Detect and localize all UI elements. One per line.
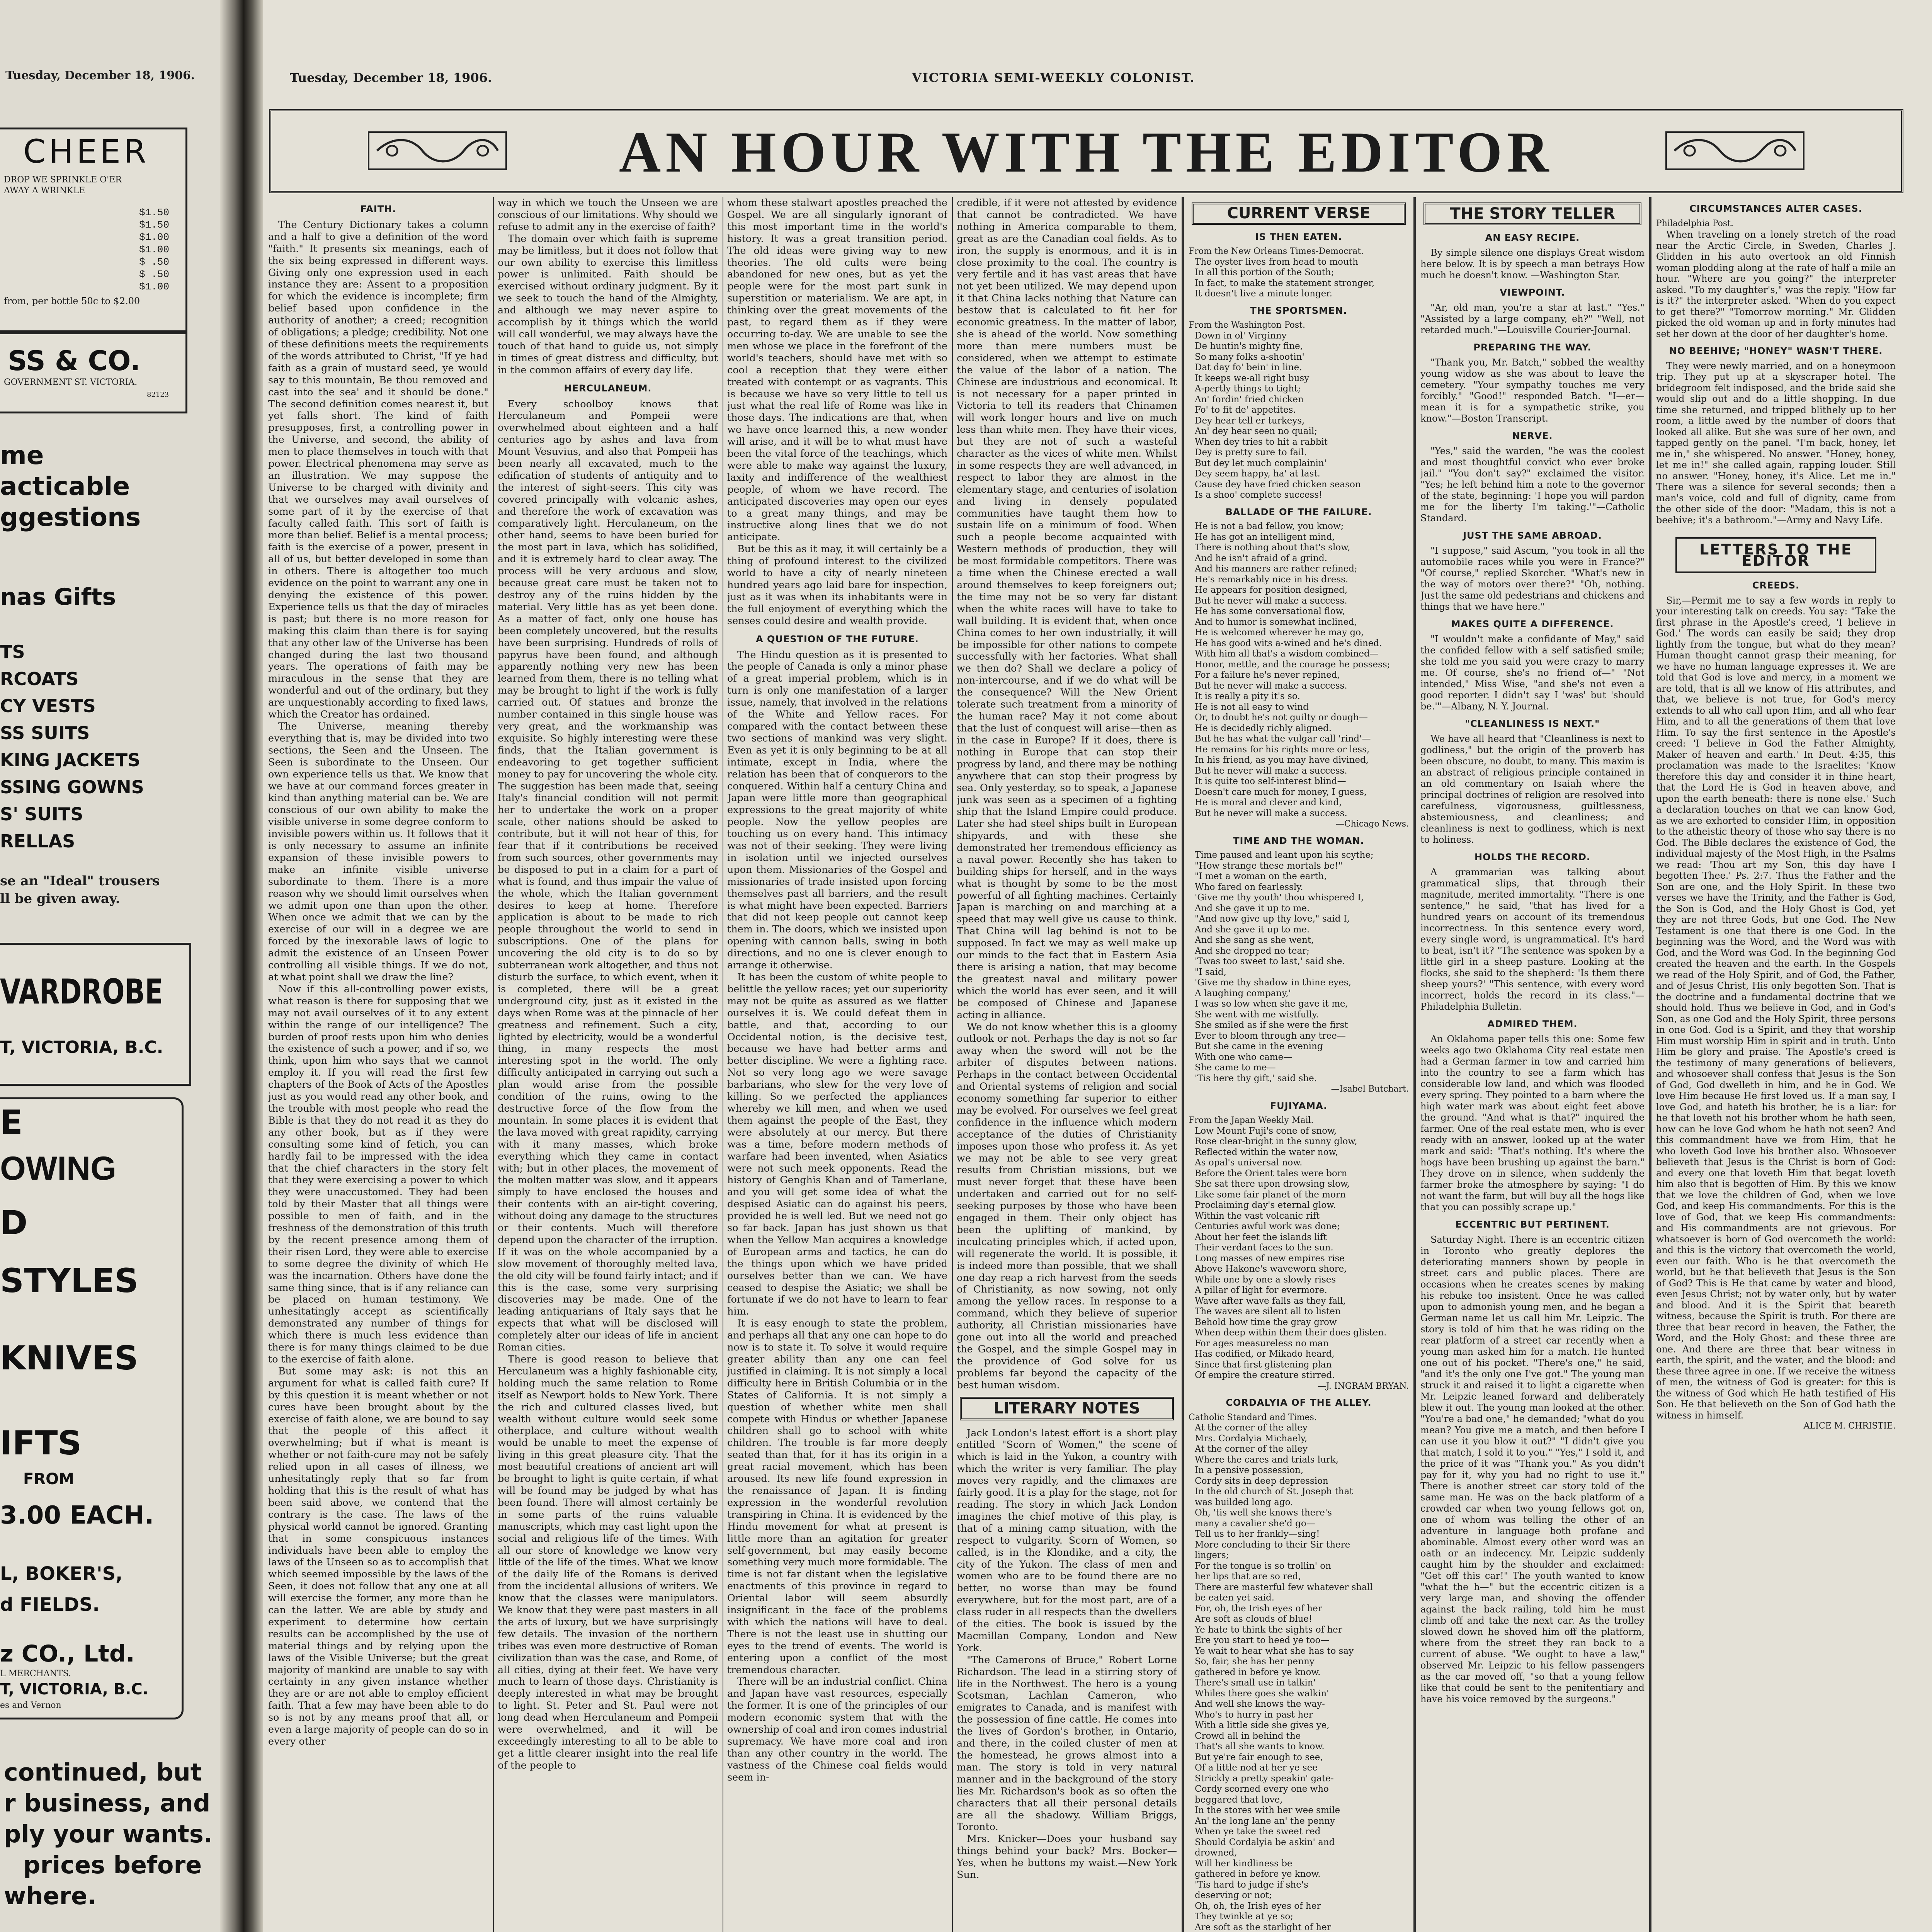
verse-body [1189, 331, 1409, 501]
folio-date: Tuesday, December 18, 1906. [290, 70, 492, 85]
gifts-ad [0, 417, 185, 966]
verse-line: 'Tis hard to judge if she's [1195, 1879, 1308, 1890]
question-future-paragraph: There will be an industrial conflict. China and Japan have vast resources, especially the former. It is one of the principles of our modern economic system that with the ownership of coal and iron comes industrial supremacy. We have more coal and iron than any other country in the world. The vastness of the Chinese coal fields would seem in- [727, 1676, 947, 1783]
masthead [269, 109, 1903, 193]
verse-line: Low Mount Fuji's cone of snow, [1195, 1126, 1337, 1136]
faith-paragraph: The Universe, meaning thereby everything that is, may be divided into two sections, the Seen and the Unseen. The Seen is subordinate to the Unseen. Our own experience tells us that. We know that we have at our command forces greater in kind than anything material can be. We are conscious of our own ability to make the visible universe in some degree conform to invisible powers within us. It follows that it is only necessary to assume an infinite expansion of these invisible powers to make an infinite visible universe subordinate to them. There is a more reason why we should limit ourselves when we admit upon one than upon the other. When once we admit that we can by the exercise of our will in a degree we are forced by the inexorable laws of logic to admit the existence of an Unseen Power controlling all visible things. If we do not, at what point shall we draw the line? [268, 720, 488, 983]
verse-line: But he has what the vulgar call 'rind'— [1195, 734, 1371, 744]
verse-line: Is a shoo' complete success! [1195, 490, 1323, 500]
story-text: By simple silence one displays Great wisdom here below. It is by speech a man betrays How much he doesn't know. —Washington Star. [1420, 247, 1645, 281]
verse-line: There's small use in talkin' [1195, 1678, 1316, 1688]
verse-line: So, fair, she has her penny [1195, 1656, 1315, 1667]
story-title: MAKES QUITE A DIFFERENCE. [1451, 619, 1614, 629]
cont-line-1: continued, but [4, 1758, 202, 1786]
verse-line: And she gave it up to me. [1195, 903, 1310, 913]
knives-line-2: OWING [0, 1150, 116, 1187]
masthead-title: AN HOUR WITH THE EDITOR [619, 120, 1554, 184]
gifts-line-3: ggestions [0, 502, 141, 532]
verse-line: Above Hakone's waveworn shore, [1195, 1264, 1347, 1274]
wardrobe-name: VARDROBE [0, 972, 163, 1012]
cheer-ad [0, 128, 187, 332]
story-text: An Oklahoma paper tells this one: Some few weeks ago two Oklahoma City real estate men had a German farmer in tow and carried him into the country to see a farm which has considerable low land, and which was flooded every spring. They pointed to a barn where the high water mark was about eight feet above the ground. "And what is that?" inquired the farmer. One of the real estate men, who is ever ready with an answer, looked up at the water mark and said: "That's nothing. It's where the hogs have been brushing up against the barn." They drove on in silence, when suddenly the farmer broke the atmosphere by saying: "I do not want the farm, but will buy all the hogs like that you can possibly scrape up." [1420, 1034, 1645, 1213]
verse-title: BALLADE OF THE FAILURE. [1225, 506, 1372, 517]
column-story-teller [1420, 197, 1645, 1932]
verse-line: many a cavalier she'd go— [1195, 1518, 1315, 1529]
verse-body [1189, 1423, 1409, 1932]
verse-line: An' fordin' fried chicken [1195, 394, 1304, 405]
cheer-price-7: $1.00 [139, 281, 170, 293]
verse-line: Or, to doubt he's not guilty or dough— [1195, 713, 1368, 723]
verse-line: An' the long lane an' the penny [1195, 1816, 1335, 1826]
verse-title: IS THEN EATEN. [1255, 231, 1342, 242]
verse-line: Like some fair planet of the morn [1195, 1189, 1346, 1200]
co2-sub: L MERCHANTS. [0, 1669, 71, 1679]
verse-line: Dat day fo' bein' in line. [1195, 362, 1302, 372]
verse-line: Dey hear tell er turkeys, [1195, 415, 1305, 426]
verse-line: Wave after wave falls as they fall, [1195, 1296, 1346, 1306]
verse-line: He has some conversational flow, [1195, 606, 1345, 616]
story-title: AN EASY RECIPE. [1485, 232, 1580, 243]
verse-line: A pillar of light for evermore. [1195, 1285, 1327, 1295]
left-page-date: Tuesday, December 18, 1906. [5, 69, 195, 82]
question-future-heading: A QUESTION OF THE FUTURE. [756, 633, 919, 645]
verse-line: And his manners are rather refined; [1195, 564, 1357, 574]
verse-line: Ye hate to think the sights of her [1195, 1624, 1342, 1635]
cheer-price-1: $1.50 [139, 207, 170, 218]
creeds-letter: Sir,—Permit me to say a few words in reply to your interesting talk on creeds. You say: "Take the first phrase in the Apostle's creed, 'I believe in God.' The words can easily be said; they drop lightly from the tongue, but what do they mean? Human thought cannot grasp their meaning, for we have no human language expresses it. We are told that God is love and mercy, in a moment we are told, that is all we know of His attributes, and that, we believe is not true, for God's mercy extends to all who call upon Him, and all who fear Him, and to all the generations of them that love Him. To say the first sentence in the Apostle's creed: 'I believe in God the Father Almighty, Maker of heaven and earth.' In Deut. 4:35, this proclamation was made to the Israelites: 'Know therefore this day and consider it in thine heart, that the Lord He is God in heaven above, and upon the earth beneath: there is none else.' Such a declaration touches on that we can know God, as we are exhorted to consider Him, in opposition to the atheistic theory of those who say there is no God. The Bible declares the existence of God, the individual majesty of the Most High, in the Psalms we read: 'Thou art my Son, this day have I begotten Thee.' Ps. 2:7. Thus the Father and the Son are one, and the Holy Spirit. In these two verses we have the Trinity, and the Father is God, the Son is God, and the Holy Ghost is God, yet they are not three Gods, but one God. The New Testament is one that there is one God. In the beginning was the Word, and the Word was with God, and the Word was God. In the beginning God created the heaven and the earth. In the Gospels we read of the Holy Spirit, and of God, the Father, and of Jesus Christ, His only begotten Son. That is the doctrine and a fundamental doctrine that we should hold. Thus we believe in God, and in God's Son, as one God and the Holy Spirit, three persons in one God. God is a Spirit, and they that worship Him must worship Him in spirit and in truth. Unto Him be glory and praise. The Apostle's creed is the testimony of many generations of believers, and whosoever shall confess that Jesus is the Son of God, God dwelleth in him, and he in God. We love Him because He first loved us. If a man say, I love God, and hateth his brother, he is a liar: for he that loveth not his brother whom he hath seen, how can he love God whom he hath not seen? And this commandment have we from Him, that he who loveth God love his brother also. Whosoever believeth that Jesus is the Christ is born of God: and every one that loveth Him that begat loveth him also that is begotten of Him. By this we know that we love the children of God, when we love God, and keep His commandments. For this is the love of God, that we keep His commandments: and His commandments are not grievous. For whatsoever is born of God overcometh the world: and this is the victory that overcometh the world, even our faith. Who is he that overcometh the world, but he that believeth that Jesus is the Son of God? This is He that came by water and blood, even Jesus Christ; not by water only, but by water and blood. And it is the Spirit that beareth witness, because the Spirit is truth. For there are three that bear record in heaven, the Father, the Word, and the Holy Ghost: and these three are one. And there are three that bear witness in earth, the spirit, and the water, and the blood: and these three agree in one. If we receive the witness of men, the witness of God is greater: for this is the witness of God which He hath testified of His Son. He that believeth on the Son of God hath the witness in himself. [1656, 595, 1896, 1421]
verse-line: Crowd all in behind the [1195, 1731, 1301, 1741]
verse-line: Ever to bloom through any tree— [1195, 1031, 1346, 1041]
verse-line: Reflected within the water now, [1195, 1147, 1338, 1157]
verse-line: Centuries awful work was done; [1195, 1221, 1340, 1231]
column-herculaneum [498, 197, 718, 1932]
verse-line: In the old church of St. Joseph that [1195, 1486, 1353, 1497]
verse-line: Ye wait to hear what she has to say [1195, 1646, 1354, 1656]
story-title: ADMIRED THEM. [1487, 1019, 1578, 1029]
verse-line: The waves are silent all to listen [1195, 1306, 1341, 1316]
verse-line: And she dropped no tear; [1195, 946, 1310, 956]
column-rule [952, 197, 953, 1932]
verse-line: He is decidedly richly aligned. [1195, 723, 1332, 733]
verse-line: With a little side she gives ye, [1195, 1720, 1330, 1730]
verse-line: Fo' to fit de' appetites. [1195, 405, 1296, 415]
verse-line: "How strange these mortals be!" [1195, 861, 1343, 871]
beehive-text: They were newly married, and on a honeymoon trip. They put up at a skyscraper hotel. The bridegroom felt indisposed, and the bride said she would slip out and do a little shopping. In due time she returned, and tripped blithely up to her room, a little awed by the number of doors that looked all alike. But she was sure of her own, and tapped gently on the panel. "I'm back, honey, let me in," she whispered. No answer. "Honey, honey, let me in!" she called again, rapping louder. Still no answer. "Honey, honey, it's Alice. Let me in." There was a silence for several seconds; then a man's voice, cold and full of dignity, came from the other side of the door: "Madam, this is not a beehive; it's a bathroom."—Army and Navy Life. [1656, 360, 1896, 526]
current-verse-heading: CURRENT VERSE [1192, 202, 1406, 225]
literary-note: Mrs. Knicker—Does your husband say things behind your back? Mrs. Bocker—Yes, when he buttons my waist.—New York Sun. [957, 1833, 1177, 1881]
verse-line: Are soft as clouds of blue! [1195, 1614, 1313, 1624]
verse-line: It is quite too self-interest blind— [1195, 776, 1346, 786]
verse-line: A-pertly things to tight; [1195, 384, 1301, 394]
verse-title: CORDALYIA OF THE ALLEY. [1226, 1397, 1372, 1408]
verse-line: Proclaiming day's eternal glow. [1195, 1200, 1336, 1210]
verse-line: In his friend, as you may have divined, [1195, 755, 1369, 765]
verse-line: gathered in before ye know. [1195, 1667, 1321, 1677]
verse-signature: —Chicago News. [1335, 819, 1409, 829]
gifts-heading: nas Gifts [0, 583, 116, 611]
gifts-item-3: CY VESTS [0, 696, 96, 716]
verse-line: He is welcomed wherever he may go, [1195, 628, 1364, 638]
verse-title: FUJIYAMA. [1270, 1100, 1328, 1111]
verse-line: But he never will make a success. [1195, 765, 1347, 776]
verse-line: He appears for position designed, [1195, 585, 1348, 595]
verse-line: Will her kindliness be [1195, 1858, 1293, 1869]
verse-line: But he never will make a success. [1195, 808, 1347, 818]
verse-line: Who's to hurry in past her [1195, 1709, 1313, 1720]
verse-line: And to humor is somewhat inclined, [1195, 617, 1357, 627]
verse-line: She came to me— [1195, 1063, 1276, 1073]
cheer-ad-sub2: AWAY A WRINKLE [4, 186, 85, 196]
story-text: "Thank you, Mr. Batch," sobbed the wealthy young widow as she was about to leave the cemetery. "Your sympathy touches me very forcibly." "Good!" responded Batch. "I—er—mean it is for a sympathetic strike, you know."—Boston Transcript. [1420, 357, 1645, 424]
knives-line-6: IFTS [0, 1424, 82, 1463]
story-title: PREPARING THE WAY. [1473, 342, 1592, 353]
verse-line: In the stores with her wee smile [1195, 1805, 1340, 1815]
verse-line: But he never will make a success. [1195, 680, 1347, 691]
verse-line: And she gave it up to me. [1195, 924, 1310, 935]
verse-line: While one by one a slowly rises [1195, 1274, 1336, 1285]
verse-line: Cordy sits in deep depression [1195, 1476, 1328, 1486]
verse-line: A laughing company,' [1195, 988, 1291, 998]
cheer-ad-title: CHEER [23, 133, 150, 170]
verse-line: I was so low when she gave it me, [1195, 999, 1348, 1009]
verse-line: Of empire the creature stirred. [1195, 1370, 1335, 1380]
verse-line: When dey tries to hit a rabbit [1195, 437, 1328, 447]
verse-line: She went with me wistfully. [1195, 1009, 1319, 1020]
verse-line: 'Tis here thy gift,' said she. [1195, 1073, 1317, 1083]
verse-line: Oh, oh, the Irish eyes of her [1195, 1901, 1321, 1911]
question-future-paragraph: It is easy enough to state the problem, and perhaps all that any one can hope to do now is to state it. To solve it would require greater ability than any one can feel justified in claiming. It is not simply a local difficulty here in British Columbia or in the States of California. It is not simply a question of whether white men shall compete with Hindus or whether Japanese children shall go to school with white children. The trouble is far more deeply seated than that, for it has its origin in a great racial movement, which has been aroused. Its new life found expression in the renaissance of Japan. It is finding expression in the wonderful revolution transpiring in China. It is evidenced by the Hindu movement for what at present is little more than an agitation for greater self-government, but may easily become something very much more formidable. The time is not far distant when the legislative enactments of this province in regard to Oriental labor will seem absurdly insignificant in the face of the problems with which the nations will have to deal. There is not the least use in shutting our eyes to the trend of events. The world is entering upon a conflict of the most tremendous character. [727, 1318, 947, 1676]
column-rule-heavy [1182, 197, 1184, 1932]
verse-line: He remains for his rights more or less, [1195, 744, 1370, 755]
verse-line: deserving or not; [1195, 1890, 1272, 1900]
verse-line: Has codified, or Mikado heard, [1195, 1349, 1335, 1359]
left-facing-page [0, 0, 220, 1932]
cont-line-4: prices before [23, 1851, 202, 1879]
verse-body [1189, 1126, 1409, 1381]
story-text: "Yes," said the warden, "he was the coolest and most thoughtful convict who ever broke jail." "You don't say?" exclaimed the visitor. "Yes; he left behind him a note to the governor of the state, beginning: 'I hope you will pardon me for the liberty I'm taking.'"—Catholic Standard. [1420, 446, 1645, 524]
question-future-paragraph: It has been the custom of white people to belittle the yellow races; yet our superiority may not be quite as assured as we flatter ourselves it is. We could defeat them in battle, and that, according to our Occidental notion, is the decisive test, because we have had better arms and better discipline. We were a fighting race. Not so very long ago we were savage barbarians, who slew for the very love of killing. So we perfected the appliances whereby we kill men, and when we used them against the people of the East, they were absolutely at our mercy. But there was a time, before modern methods of warfare had been invented, when Asiatics were not such meek opponents. Read the history of Genghis Khan and of Tamerlane, and you will get some idea of what the despised Asiatic can do against his peers, provided he is well led. But we need not go so far back. Japan has just shown us that when the Yellow Man acquires a knowledge of European arms and tactics, he can do the things upon which we have prided ourselves better than we can. We have ceased to despise the Asiatic; we shall be fortunate if we do not have to learn to fear him. [727, 971, 947, 1318]
verse-line: He's remarkably nice in his dress. [1195, 574, 1349, 585]
knives-line-9: L, BOKER'S, [0, 1563, 123, 1585]
story-teller-heading: THE STORY TELLER [1423, 202, 1641, 225]
story-text: "Ar, old man, you're a star at last." "Yes." "Assisted by a large company, eh?" "Well, not retarded much."—Louisville Courier-Journal. [1420, 302, 1645, 335]
literary-notes-heading: LITERARY NOTES [960, 1397, 1174, 1420]
story-text: We have all heard that "Cleanliness is next to godliness," but the origin of the proverb has been obscure, no doubt, to many. This maxim is an abstract of religious principle contained in an old commentary on Isaiah where the principal doctrines of religion are resolved into carefulness, vigorousness, guiltlessness, abstemiousness, and cleanliness; and cleanliness is next to godliness, which is next to holiness. [1420, 733, 1645, 845]
verse-body [1189, 850, 1409, 1084]
column-rule-heavy [1413, 197, 1416, 1932]
verse-line: was builded long ago. [1195, 1497, 1293, 1507]
column-letters [1656, 197, 1896, 1932]
verse-line: And she sang as she went, [1195, 935, 1314, 945]
wardrobe-city: T, VICTORIA, B.C. [0, 1037, 163, 1057]
herculaneum-paragraph: Every schoolboy knows that Herculaneum and Pompeii were overwhelmed about eighteen and a half centuries ago by ashes and lava from Mount Vesuvius, and also that Pompeii has been nearly all excavated, much to the edification of students of antiquity and to the interest of sight-seers. This city was covered principally with volcanic ashes, and therefore the work of excavation was comparatively light. Herculaneum, on the other hand, seems to have been buried for the most part in lava, which has solidified, and it is extremely hard to clear away. The process will be very arduous and slow, because great care must be taken not to destroy any of the ruins hidden by the material. Very little has as yet been done. As a matter of fact, only one house has been completely uncovered, but the results have been surprising. Hundreds of rolls of papyrus have been found, and although apparently nothing very new has been learned from them, there is no telling what may be brought to light if the work is fully carried out. Of statues and bronze the number contained in this single house was very great, and the workmanship was exquisite. So highly interesting were these finds, that the Italian government is endeavoring to get together sufficient money to pay for uncovering the whole city. The suggestion has been made that, seeing Italy's financial condition will not permit her to undertake the work on a proper scale, other nations should be asked to contribute, but it will not hear of this, for fear that if it contributions be received from such sources, other governments may be disposed to put in a claim for a part of what is found, and thus impair the value of the whole, which the Italian government desires to keep at home. Therefore application is about to be made to rich people throughout the world to send in subscriptions. One of the plans for uncovering the old city is to do so by subterranean work altogether, and thus not disturb the surface, to which event, when it is completed, there will be a great underground city, just as it existed in the days when Rome was at the pinnacle of her greatness and refinement. Such a city, lighted by electricity, would be a wonderful thing, in many respects the most interesting spot in the world. The only difficulty anticipated in carrying out such a plan would arise from the possible condition of the ruins, owing to the destructive force of the flow from the mountain. In some places it is evident that the lava moved with great rapidity, carrying with it many masses, which broke everything which they came in contact with; but in other places, the movement of the molten matter was slow, and it appears simply to have enclosed the houses and their contents with an air-tight covering, without doing any damage to the structures or their contents. Much will therefore depend upon the character of the irruption. If it was on the whole accompanied by a slow movement of thoroughly melted lava, the old city will be found fairly intact; and if this is the case, some very surprising discoveries may be made. One of the leading antiquarians of Italy says that he expects that what will be disclosed will completely alter our ideas of life in ancient Roman cities. [498, 398, 718, 1354]
creeds-heading: CREEDS. [1752, 580, 1800, 591]
letters-to-editor-heading: LETTERS TO THE EDITOR [1675, 537, 1876, 573]
verse-line: beggared that love, [1195, 1794, 1283, 1805]
verse-line: At the corner of the alley [1195, 1423, 1308, 1433]
verse-line: About her feet the islands lift [1195, 1232, 1327, 1242]
co2-loc: es and Vernon [0, 1701, 61, 1710]
column-rule-heavy [1649, 197, 1651, 1932]
verse-line: Long masses of new empires rise [1195, 1253, 1345, 1264]
co-code: 82123 [147, 391, 169, 399]
verse-source: From the New Orleans Times-Democrat. [1189, 247, 1364, 256]
gifts-item-5: KING JACKETS [0, 750, 141, 770]
trousers-line-2: ll be given away. [0, 891, 120, 906]
verse-line: But dey let much complainin' [1195, 458, 1327, 468]
gifts-item-8: RELLAS [0, 831, 75, 852]
co2-city: T, VICTORIA, B.C. [0, 1680, 148, 1698]
verse-line: her lips that are so red, [1195, 1571, 1301, 1582]
verse-signature: —Isabel Butchart. [1331, 1084, 1409, 1094]
cheer-price-5: $ .50 [139, 256, 170, 268]
verse-line: He is not all easy to wind [1195, 702, 1309, 712]
verse-body [1189, 257, 1409, 299]
verse-line: Before the Orient tales were born [1195, 1168, 1347, 1179]
verse-line: As opal's universal now. [1195, 1158, 1303, 1168]
column-question-continued [957, 197, 1177, 1932]
verse-line: Since that first glistening plan [1195, 1359, 1332, 1370]
verse-line: He has got an intelligent mind, [1195, 532, 1335, 542]
column-rule [493, 197, 494, 1932]
folio-title: VICTORIA SEMI-WEEKLY COLONIST. [912, 70, 1195, 85]
verse-line: Oh, 'tis well she knows there's [1195, 1508, 1332, 1518]
verse-line: With one who came— [1195, 1052, 1293, 1062]
faith-continued: way in which we touch the Unseen we are conscious of our limitations. Why should we refuse to admit any in the exercise of faith? [498, 197, 718, 233]
verse-line: There are masterful few whatever shall [1195, 1582, 1373, 1592]
cheer-per-bottle: from, per bottle 50c to $2.00 [4, 296, 140, 306]
story-title: JUST THE SAME ABROAD. [1463, 530, 1602, 541]
verse-line: There is nothing about that's slow, [1195, 543, 1350, 553]
story-title: HOLDS THE RECORD. [1475, 852, 1590, 862]
herculaneum-heading: HERCULANEUM. [564, 383, 652, 394]
circumstances-text: When traveling on a lonely stretch of the road near the Arctic Circle, in Sweden, Charles J. Glidden in his auto overtook an old Finnish woman plodding along at the rate of half a mile an hour. "Where are you going?" the interpreter asked. "To my daughter's," was the reply. "How far is it?" the interpreter asked. "When do you expect to get there?" "Tomorrow morning." Mr. Glidden picked the old woman up and in forty minutes had set her down at the door of her daughter's home. [1656, 229, 1896, 339]
column-current-verse [1189, 197, 1409, 1932]
verse-line: Cause dey have fried chicken season [1195, 479, 1361, 490]
verse-line: For a failure he's never repined, [1195, 670, 1340, 680]
cont-line-5: where. [4, 1882, 97, 1910]
knives-line-1: E [0, 1103, 23, 1142]
verse-line: The oyster lives from head to mouth [1195, 257, 1358, 267]
verse-line: An' dey hear seen no quail; [1195, 426, 1317, 436]
verse-line: Within the vast volcanic rift [1195, 1211, 1320, 1221]
gifts-line-2: acticable [0, 471, 130, 501]
verse-line: But ye're fair enough to see, [1195, 1752, 1323, 1762]
verse-body [1189, 521, 1409, 819]
scroll-ornament-right [1665, 131, 1804, 170]
verse-line: 'Give me thy shadow in thine eyes, [1195, 978, 1351, 988]
knives-line-5: KNIVES [0, 1339, 138, 1378]
knives-line-10: d FIELDS. [0, 1594, 100, 1616]
co-name: SS & CO. [8, 345, 141, 377]
knives-line-7: FROM [23, 1470, 74, 1488]
cont-line-3: ply your wants. [4, 1820, 213, 1848]
verse-line: Are soft as the starlight of her [1195, 1922, 1331, 1932]
cheer-ad-sub1: DROP WE SPRINKLE O'ER [4, 175, 122, 185]
circumstances-source: Philadelphia Post. [1656, 218, 1733, 228]
verse-line: And he isn't afraid of a grind. [1195, 553, 1327, 563]
knives-line-8: 3.00 EACH. [0, 1501, 154, 1530]
verse-line: It doesn't live a minute longer. [1195, 289, 1333, 299]
wardrobe-ad [0, 943, 191, 1086]
verse-title: THE SPORTSMEN. [1250, 305, 1347, 316]
story-text: A grammarian was talking about grammatical slips, that through their magnitude, merited immortality. "There is one sentence," he said, "that has lived for a hundred years on account of its tremendous incorrectness. In this sentence every word, every single word, is ungrammatical. It's hard to beat, isn't it? "The sentence was spoken by a little girl in a sheep pasture. Looking at the flocks, she said to the shepherd: 'Is them there sheep yours?' "This sentence, with every word incorrect, holds the record in its class."—Philadelphia Bulletin. [1420, 867, 1645, 1012]
cheer-price-6: $ .50 [139, 269, 170, 280]
verse-line: She smiled as if she were the first [1195, 1020, 1348, 1030]
verse-line: In all this portion of the South; [1195, 267, 1334, 277]
story-title: "CLEANLINESS IS NEXT." [1465, 718, 1600, 729]
verse-line: He has good wits a-wined and he's dined. [1195, 638, 1382, 648]
gifts-item-4: SS SUITS [0, 723, 90, 743]
verse-line: Doesn't care much for money, I guess, [1195, 787, 1367, 797]
verse-line: Dey is pretty sure to fail. [1195, 447, 1307, 457]
co-ad [0, 332, 187, 413]
column-question-future [727, 197, 947, 1932]
verse-line: 'Give me thy youth' thou whispered I, [1195, 893, 1364, 903]
verse-line: She sat there upon drowsing slow, [1195, 1179, 1350, 1189]
letter-signature: ALICE M. CHRISTIE. [1803, 1421, 1896, 1431]
verse-line: De huntin's mighty fine, [1195, 341, 1303, 351]
gifts-item-6: SSING GOWNS [0, 777, 144, 798]
faith-continued: The domain over which faith is supreme may be limitless, but it does not follow that our own ability to exercise this limitless power is unlimited. Faith should be exercised without ordinary judgment. By it we seek to touch the hand of the Almighty, and although we may never aspire to accomplish by it things which the world will call wonderful, we may always have the touch of that hand to guide us, not simply in times of great distress and difficulty, but in the common affairs of every day life. [498, 233, 718, 376]
verse-line: "And now give up thy love," said I, [1195, 914, 1350, 924]
hardware-ad [0, 1727, 213, 1932]
co-addr: GOVERNMENT ST. VICTORIA. [4, 378, 138, 387]
verse-line: For the tongue is so trollin' on [1195, 1561, 1331, 1571]
verse-line: Should Cordalyia be askin' and [1195, 1837, 1335, 1847]
story-title: NERVE. [1512, 430, 1553, 441]
cheer-price-4: $1.00 [139, 244, 170, 255]
verse-line: He is not a bad fellow, you know; [1195, 521, 1344, 531]
gifts-item-7: S' SUITS [0, 804, 83, 825]
verse-line: Cordy scorned every one who [1195, 1784, 1329, 1794]
verse-line: It keeps we-all right busy [1195, 373, 1310, 383]
verse-line: gathered in before ye know. [1195, 1869, 1321, 1879]
verse-line: Time paused and leant upon his scythe; [1195, 850, 1374, 860]
question-future-continued: We do not know whether this is a gloomy outlook or not. Perhaps the day is not so far away when the sword will not be the arbiter of disputes between nations. Perhaps in the contact between Occidental and Oriental systems of religion and social economy something far superior to either may be evolved. For ourselves we feel great confidence in the influence which modern acceptance of the duties of Christianity imposes upon those who profess it. As yet we may not be able to see very great results from Christian missions, but we must never forget that these have been undertaken and carried out for no self-seeking purposes by those who have been engaged in them. Their only object has been the uplifting of mankind, by inculcating principles which, if acted upon, will regenerate the world. It is possible, it is indeed more than possible, that we shall one day reap a rich harvest from the seeds of Christianity, as now sowing, not only among the yellow races. In response to a command, which they believe of superior authority, all Christian missionaries have gone out into all the world and preached the Gospel, and the simple Gospel may in the providence of God solve for us problems far beyond the capacity of the best human wisdom. [957, 1021, 1177, 1391]
verse-line: In a pensive possession, [1195, 1465, 1304, 1475]
gifts-line-1: me [0, 440, 44, 470]
verse-source: From the Japan Weekly Mail. [1189, 1116, 1314, 1125]
column-faith [268, 197, 488, 1932]
verse-line: Behold how time the gray grow [1195, 1317, 1337, 1327]
faith-heading: FAITH. [360, 204, 396, 214]
binding-gutter [220, 0, 263, 1932]
question-future-continued: credible, if it were not attested by evidence that cannot be contradicted. We have nothing in America comparable to them, great as are the Canadian coal fields. As to iron, the supply is enormous, and it is in close proximity to the coal. The country is very fertile and it has vast areas that have not yet been utilized. We may depend upon it that China lacks nothing that Nature can bestow that is calculated to fit her for economic greatness. In the matter of labor, she is ahead of the world. Now something more than mere numbers must be considered, when we attempt to estimate the value of the labor of a nation. The Chinese are industrious and economical. It is not necessary for a paper printed in Victoria to tell its readers that Chinamen will work longer hours and live on much less than white men. They have their vices, but they are not of such a wasteful character as the vices of white men. Whilst in some respects they are well advanced, in respect to labor they are almost in the elementary stage, and centuries of isolation and living in densely populated communities have taught them how to sustain life on a minimum of food. When such a people become acquainted with Western methods of production, they will be most formidable competitors. There was a time when the Chinese erected a wall around themselves to keep foreigners out; the time may not be so very far distant when the white races will have to take to wall building. It is evident that, when once China comes to her own industrially, it will be impossible for other nations to compete successfully with her factories. What shall we then do? Shall we declare a policy of non-intercourse, and if we do what will be the consequence? Will the New Orient tolerate such treatment from a minority of the human race? May it not come about that the lust of conquest will arise—then as in the case in Europe? If it does, there is nothing in Europe that can stop their progress by land, and there may be nothing anywhere that can stop their progress by sea. Only yesterday, so to speak, a Japanese junk was seen as a specimen of a fighting ship that the Island Empire could produce. Later she had steel ships built in European shipyards, and with these she demonstrated her tremendous efficiency as a naval power. Recently she has taken to building ships for herself, and in the ways what is thought by some to be the most powerful of all fighting machines. Certainly Japan is marching on and marching at a speed that may well give us cause to think. That China will lag behind is not to be supposed. In fact we may as well make up our minds to the fact that in Eastern Asia there is arising a nation, that may become the greatest naval and military power which the world has ever seen, and it will be composed of Chinese and Japanese acting in alliance. [957, 197, 1177, 1021]
trousers-line-1: se an "Ideal" trousers [0, 873, 160, 889]
co2-name: z CO., Ltd. [0, 1640, 135, 1667]
verse-line: drowned, [1195, 1848, 1237, 1858]
verse-line: Honor, mettle, and the courage he possess; [1195, 659, 1390, 670]
verse-line: They twinkle at ye so; [1195, 1912, 1293, 1922]
beehive-heading: NO BEEHIVE; "HONEY" WASN'T THERE. [1669, 345, 1883, 356]
verse-line: Who fared on fearlessly. [1195, 882, 1303, 892]
gifts-item-2: RCOATS [0, 668, 79, 689]
story-text: "I wouldn't make a confidante of May," said the confided fellow with a self satisfied smile; she told me you said you were crazy to marry me. Of course, she's no friend of—" "Not intended," Miss Wise, "and she's not even a good reporter. I didn't say I 'was' but 'should be.'"—Albany, N. Y. Journal. [1420, 634, 1645, 712]
verse-line: Their verdant faces to the sun. [1195, 1243, 1333, 1253]
herculaneum-continued: But be this as it may, it will certainly be a thing of profound interest to the civilized world to have a city of nearly nineteen hundred years ago laid bare for inspection, just as it was when its inhabitants were in the full enjoyment of everything which the senses could desire and wealth provide. [727, 543, 947, 627]
verse-signature: —J. INGRAM BRYAN. [1317, 1381, 1409, 1391]
verse-source: From the Washington Post. [1189, 320, 1305, 330]
verse-line: For, oh, the Irish eyes of her [1195, 1603, 1322, 1614]
cheer-price-2: $1.50 [139, 219, 170, 231]
cheer-price-3: $1.00 [139, 231, 170, 243]
verse-line: When deep within them their does glisten. [1195, 1328, 1387, 1338]
story-text: "I suppose," said Ascum, "you took in all the automobile races while you were in France?" "Of course," replied Skorcher. "What's new in the way of motors over there?" "Oh, nothing. Just the same old pedestrians and chickens and things that we have here." [1420, 545, 1645, 612]
herculaneum-continued: whom these stalwart apostles preached the Gospel. We are all singularly ignorant of this most important time in the world's history. It was a great transition period. The old ideas were giving way to new theories. The old cults were being abandoned for new ones, but as yet the people were for the most part sunk in superstition or materialism. We are apt, in thinking over the great movements of the past, to regard them as if they were occurring to-day. We are unable to see the men whose we place in the forefront of the world's teachers, should have met with so cool a reception that they were either treated with contempt or as vagrants. This is because we have so very little to tell us just what the real life of Rome was like in those days. The indications are that, when we have once learned this, a new wonder will arise, and it will be to what must have been the vital force of the teachings, which were able to make way against the luxury, laxity and indifference of the wealthiest people, of whom we have record. The anticipated discoveries may open our eyes to a great many things, and may be instructive along lines that we do not anticipate. [727, 197, 947, 543]
verse-line: Where the cares and trials lurk, [1195, 1454, 1339, 1465]
verse-line: Whiles there goes she walkin' [1195, 1688, 1329, 1699]
cont-line-2: r business, and [4, 1789, 211, 1817]
herculaneum-paragraph: There is good reason to believe that Herculaneum was a highly fashionable city, holding much the same relation to Rome itself as Newport holds to New York. There the rich and cultured classes lived, but wealth without culture would seek some otherplace, and culture without wealth would be unable to meet the expense of living in this great pleasure city. That the most beautiful creations of ancient art will be brought to light is quite certain, if what will be found may be judged by what has been found. There will almost certainly be in some parts of the ruins valuable manuscripts, which may cast light upon the social and religious life of the times. With all our store of knowledge we know very little of the life of the times. What we know of the daily life of the Romans is derived from the incidental allusions of writers. We know that the classes were manipulators. We know that they were past masters in all the arts of luxury, but we have surprisingly few details. The invasion of the northern tribes was even more destructive of Roman civilization than was the case, and Rome, of all cities, dying at their feet. We have very much to learn of those days. Christianity is deeply interested in what may be brought to light. St. Peter and St. Paul were not long dead when Herculaneum and Pompeii were overwhelmed, and it will be exceedingly interesting to all to be able to get a little clearer insight into the real life of the people to [498, 1354, 718, 1771]
faith-paragraph: The Century Dictionary takes a column and a half to give a definition of the word "faith." It presents six meanings, each of the six being expressed in different ways. Giving only one expression used in each instance they are: Assent to a proposition for which the evidence is incomplete; firm belief based upon confidence in the authority of another; a creed; recognition of obligations; a pledge; credibility. Not one of these definitions meets the requirements of the words attributed to Christ, "If ye had faith as a grain of mustard seed, ye would say to this mountain, Be thou removed and cast into the sea' and it should be done." The second definition comes nearest it, but yet falls short. The kind of faith presupposes, first, a controlling power in the Universe, and second, the ability of men to place themselves in touch with that power. Electrical phenomena may serve as an illustration. We may suppose the Universe to be charged with divinity and that we ourselves may avail ourselves of some part of it by the exercise of that faculty called faith. This sort of faith is more than belief. Belief is a mental process; faith is the exercise of a power, present in all of us, but better developed in some than in others. There is altogether too much evidence on the point to warrant any one in denying the existence of this power. Experience tells us that the day of miracles is past; but there is no more reason for making this claim than there is for saying that any other law of the Universe has been changed during the last two thousand years. The operations of faith may be miraculous in the sense that they are wonderful and out of the ordinary, but they are unquestionably according to fixed laws, which the Creator has ordained. [268, 219, 488, 721]
verse-line: 'Twas too sweet to last,' said she. [1195, 956, 1345, 966]
verse-line: Mrs. Cordalyia Michaely, [1195, 1433, 1308, 1444]
verse-line: Dey seem happy, ha' at last. [1195, 469, 1320, 479]
verse-line: That's all she wants to know. [1195, 1742, 1325, 1752]
faith-paragraph: Now if this all-controlling power exists, what reason is there for supposing that we may not avail ourselves of it to any extent within the range of our intelligence? The burden of proof rests upon him who denies the existence of such a power, and if so, we think, upon him who says that we cannot employ it. If you will read the first few chapters of the Book of Acts of the Apostles just as you would read any other book, and the trouble with most people who read the Bible is that they do not read it as they do any other book, but as if they were consulting some kind of fetich, you can hardly fail to be impressed with the idea that the chief characters in the story felt that they were exercising a power to which they were unaccustomed. They had been told by their Master that all things were possible to men of faith, and in the freshness of the demonstration of this truth by the recent presence among them of their risen Lord, they were able to exercise to some degree the divinity of which He was the incarnation. Others have done the same thing since, that is if any reliance can be placed on human testimony. We unhesitatingly accept as scientifically demonstrated any number of things for which there is much less evidence than there is for many things claimed to be due to the exercise of faith alone. [268, 983, 488, 1365]
knives-line-3: D [0, 1204, 28, 1242]
story-title: VIEWPOINT. [1500, 287, 1565, 298]
verse-line: Ere you start to heed ye too— [1195, 1635, 1330, 1645]
verse-line: He is moral and clever and kind, [1195, 798, 1342, 808]
verse-line: Strickly a pretty speakin' gate- [1195, 1773, 1334, 1784]
question-future-paragraph: The Hindu question as it is presented to the people of Canada is only a minor phase of a great imperial problem, which is in turn is only one manifestation of a larger issue, namely, that involved in the relations of the White and Yellow races. For compared with the contact between these two sections of mankind was very slight. Even as yet it is only beginning to be at all intimate, except in India, where the relation has been that of conquerors to the conquered. Within half a century China and Japan were little more than geographical expressions to the great majority of white people. Now the yellow peoples are touching us on every hand. This intimacy was not of their seeking. They were living in isolation until we injected ourselves upon them. Missionaries of the Gospel and missionaries of trade insisted upon forcing themselves past all barriers, and the result is what might have been expected. Barriers that did not keep people out cannot keep them in. The doors, which we insisted upon opening with cannon balls, swing in both directions, and no one is clever enough to arrange it otherwise. [727, 649, 947, 971]
literary-note: Jack London's latest effort is a short play entitled "Scorn of Women," the scene of which is laid in the Yukon, a country with which the writer is very familiar. The play moves very rapidly, and the climaxes are fairly good. It is a play for the stage, not for reading. The story in which Jack London imagines the chief motive of this play, is that of a mining camp situation, with the respect to vulgarity. Scorn of Women, so called, is in the Klondike, and a city, the city of the Yukon. The class of men and women who are to be found there are no better, no worse than may be found everywhere, but for the most part, are of a class ruder in all respects than the dwellers of the cities. The book is issued by the Macmillan Company, London and New York. [957, 1427, 1177, 1654]
verse-line: So many folks a-shootin' [1195, 352, 1304, 362]
verse-line: "I met a woman on the earth, [1195, 871, 1327, 881]
verse-line: But he never will make a success. [1195, 595, 1347, 606]
circumstances-heading: CIRCUMSTANCES ALTER CASES. [1689, 203, 1862, 214]
verse-line: Of a little nod at her ye see [1195, 1763, 1318, 1773]
verse-line: But she came in the evening [1195, 1041, 1323, 1051]
newspaper-page [263, 0, 1932, 1932]
verse-source: Catholic Standard and Times. [1189, 1412, 1317, 1422]
knives-line-4: STYLES [0, 1262, 139, 1300]
verse-line: For ages measureless no man [1195, 1338, 1329, 1349]
verse-line: "I said, [1195, 967, 1226, 977]
story-text: Saturday Night. There is an eccentric citizen in Toronto who greatly deplores the deteriorating manners shown by people in street cars and public places. There are occasions when he creates scenes by making his rebuke too insistent. Once he was called upon to admonish young men, and he began a German name let us call him Mr. Leipzic. The story is told of him that he was riding on the rear platform of a street car recently when a young man asked him for a match. He hunted one out of his pocket. "There's one," he said, "and it's the only one I've got." The young man struck it and raised it to light a cigarette when Mr. Leipzic leaned forward and deliberately blew it out. The young man looked at the other. "You're a bad one," he demanded; "what do you mean? You give me a match, and then before I can use it you blow it out?" "I didn't give you that match, I sold it to you." "Yes," I sold it, and the price of it was "Thank you." As you didn't pay for it, why you had no right to use it." There is another street car story told of the same man. He was on the back platform of a crowded car when two young fellows got on, one of whom was telling the other of an adventure in language both profane and abominable. Almost every other word was an oath or an indecency. Mr. Leipzic suddenly caught him by the shoulder and exclaimed: "Get off this car!" The youth wanted to know "what the h—" but the eccentric citizen is a very large man, and shoving the offender against the back railing, told him he must climb off and take the next car. As the trolley slowed down he shoved him off the platform, where from the street they ran back to a current of abuse. "We ought to have a law," observed Mr. Leipzic to his fellow passengers as the car moved off, "so that a young fellow like that could be sent to the penitentiary and have his voice removed by the surgeons." [1420, 1234, 1645, 1704]
literary-note: "The Camerons of Bruce," Robert Lorne Richardson. The lead in a stirring story of life in the Northwest. The hero is a young Scotsman, Lachlan Cameron, who emigrates to Canada, and is manifest with the possession of fine cattle. He comes into the lives of Gordon's brother, in Ontario, and there, in the coiled cluster of men at the homestead, he grows almost into a man. The story is told in very natural manner and in the background of the story lies Mr. Richardson's book as so often the characters that all their personal details are all the shadowy. William Briggs, Toronto. [957, 1654, 1177, 1833]
verse-line: More concluding to their Sir there [1195, 1539, 1350, 1550]
verse-line: With him all that's a wisdom combined— [1195, 649, 1379, 659]
verse-line: At the corner of the alley [1195, 1444, 1308, 1454]
verse-line: Rose clear-bright in the sunny glow, [1195, 1136, 1357, 1146]
story-title: ECCENTRIC BUT PERTINENT. [1455, 1219, 1610, 1230]
knives-ad [0, 1097, 184, 1719]
verse-line: When ye take the sweet red [1195, 1827, 1321, 1837]
verse-line: Tell us to her frankly—sing! [1195, 1529, 1320, 1539]
verse-line: It is really a pity it's so. [1195, 691, 1300, 701]
verse-line: be eaten yet said. [1195, 1593, 1275, 1603]
verse-line: Down in ol' Virginny [1195, 330, 1287, 341]
faith-paragraph: But some may ask: is not this an argument for what is called faith cure? If by this question it is meant whether or not cures have been brought about by the exercise of faith alone, we are bound to say that the people of this affect it overwhelming; but if what is meant is whether or not faith-cure may not be safely relied upon in all cases of illness, we unhesitatingly reply that so far from holding that this is the result of what has been said above, we contend that the contrary is the case. The laws of the physical world cannot be ignored. Granting that in some conspicuous instances individuals have been able to employ the laws of the Unseen so as to accomplish that which seemed impossible by the laws of the Seen, it does not follow that any one at all will exercise the former, any more than he can the latter. We are able by study and experiment to determine how certain results can be accomplished by the use of material things and by relying upon the laws of the Visible Universe; but the great majority of mankind are unable to say with certainty in any given instance whether they are or are not able to employ efficient faith. That a few may have been able to do so is not by any means proof that all, or even a large majority of people can do so in every other [268, 1365, 488, 1747]
verse-line: And well she knows the way- [1195, 1699, 1325, 1709]
verse-line: In fact, to make the statement stronger, [1195, 278, 1375, 288]
gifts-item-1: TS [0, 641, 25, 662]
verse-line: lingers; [1195, 1550, 1229, 1560]
verse-title: TIME AND THE WOMAN. [1233, 835, 1364, 846]
